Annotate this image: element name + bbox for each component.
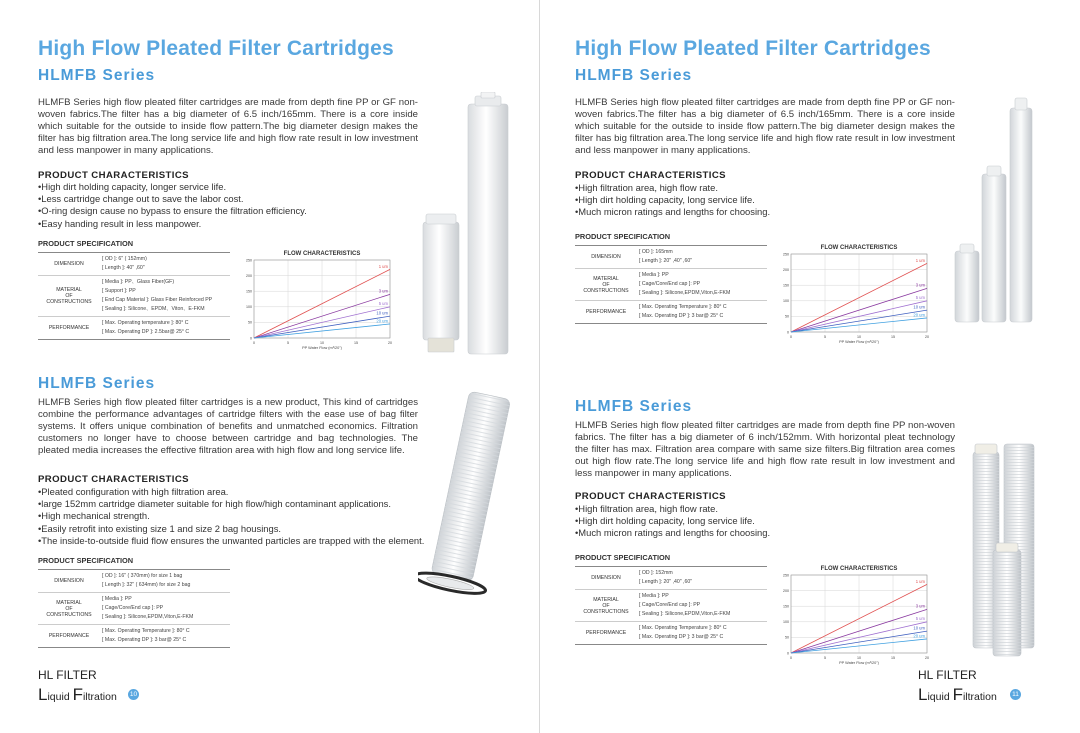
specification-heading: PRODUCT SPECIFICATION bbox=[575, 232, 671, 241]
tagline-text: iquid bbox=[47, 691, 73, 703]
y-tick-label: 200 bbox=[783, 588, 789, 593]
specification-label bbox=[575, 301, 637, 323]
series-label: 10 um bbox=[376, 310, 388, 316]
characteristic-item: • High dirt holding capacity, longer service life. bbox=[38, 181, 307, 193]
y-tick-label: 100 bbox=[246, 305, 252, 310]
flow-characteristics-chart bbox=[240, 246, 400, 350]
characteristic-item: • High dirt holding capacity, long service life. bbox=[575, 194, 770, 206]
specification-label bbox=[575, 567, 637, 589]
x-tick-label: 0 bbox=[790, 335, 792, 339]
tagline-letter: F bbox=[72, 685, 83, 704]
y-tick-label: 150 bbox=[783, 604, 789, 609]
page-number: 11 bbox=[1010, 689, 1021, 700]
x-tick-label: 10 bbox=[857, 656, 861, 660]
brand-name: HL FILTER bbox=[918, 668, 977, 682]
characteristics-list bbox=[38, 486, 424, 547]
specification-label bbox=[38, 253, 100, 275]
product-description: HLMFB Series high flow pleated filter cartridges are made from depth fine PP non-woven fabrics. The filter has a big diameter of 6 inch/152mm. With horizontal pleat technology the filter has max. Filtration area compare with same size filters.Big filtration area comes out high flow rate.The long service life and high flow rate result in low investment and less manpower in many applications. bbox=[575, 420, 955, 479]
y-tick-label: 50 bbox=[785, 314, 789, 319]
x-tick-label: 5 bbox=[287, 341, 289, 345]
x-tick-label: 20 bbox=[388, 341, 392, 345]
specification-value: [ Media ]: PP、Glass Fiber(GF) bbox=[102, 279, 175, 285]
specification-value: [ OD ]: 16" ( 370mm) for size 1 bag bbox=[102, 573, 183, 579]
tagline-letter: F bbox=[952, 685, 963, 704]
characteristic-item: • O-ring design cause no bypass to ensure the filtration efficiency. bbox=[38, 205, 307, 217]
specification-label bbox=[575, 590, 637, 621]
specification-label-line: MATERIAL bbox=[56, 287, 82, 293]
y-tick-label: 200 bbox=[246, 273, 252, 278]
characteristic-item: • High filtration area, high flow rate. bbox=[575, 503, 770, 515]
characteristic-item: • High mechanical strength. bbox=[38, 510, 424, 522]
specification-label-line: CONSTRUCTIONS bbox=[46, 299, 92, 305]
specification-value: [ Sealing ]: Silicone、EPDM、Viton、E-FKM bbox=[102, 306, 205, 312]
specification-value: [ Sealing ]: Silicone,EPDM,Viton,E-FKM bbox=[639, 290, 731, 296]
specification-value: [ Sealing ]: Silicone,EPDM,Viton,E-FKM bbox=[639, 611, 731, 617]
specification-value: [ Length ]: 20" ,40" ,60" bbox=[639, 579, 693, 585]
characteristic-item: • Much micron ratings and lengths for choosing. bbox=[575, 527, 770, 539]
specification-label-line: OF bbox=[65, 605, 73, 612]
specification-label-line: CONSTRUCTIONS bbox=[583, 287, 629, 294]
specification-value: [ Length ]: 20" ,40" ,60" bbox=[639, 258, 693, 264]
page-title: High Flow Pleated Filter Cartridges bbox=[38, 37, 394, 60]
specification-value: [ Max. Operating Temperature ]: 80° C bbox=[639, 304, 727, 310]
specification-value: [ Max. Operating DP ]: 2.5bar@ 25° C bbox=[102, 329, 190, 335]
right-page bbox=[540, 0, 1080, 733]
specification-label-line: PERFORMANCE bbox=[48, 633, 90, 639]
characteristic-item: • Pleated configuration with high filtration area. bbox=[38, 486, 424, 498]
x-tick-label: 15 bbox=[354, 341, 358, 345]
specification-value: [ Max. Operating temperature ]: 80° C bbox=[102, 320, 189, 326]
specification-label bbox=[575, 622, 637, 644]
specification-label-line: OF bbox=[602, 281, 610, 288]
series-label: 1 um bbox=[915, 257, 925, 263]
series-label: 5 um bbox=[915, 616, 925, 622]
specification-label bbox=[38, 317, 100, 339]
specification-label-line: PERFORMANCE bbox=[585, 630, 627, 636]
page-title: High Flow Pleated Filter Cartridges bbox=[575, 37, 931, 60]
specification-label-line: MATERIAL bbox=[56, 599, 82, 606]
specification-row bbox=[575, 567, 767, 590]
specification-value: [ Max. Operating DP ]: 3 bar@ 25° C bbox=[639, 634, 724, 640]
product-description: HLMFB Series high flow pleated filter cartridges is a new product, This kind of cartridges combine the performance advantages of cartridge filters with the ease use of bag filter systems. It offers unique combination of benefits and unmatched economics. Filtration customers no longer have to choose between cartridge and bag technologies. The pleated media increases the effective filtration area with high flow and long service life. bbox=[38, 397, 418, 456]
specification-label-line: CONSTRUCTIONS bbox=[46, 611, 92, 618]
specification-label-line: DIMENSION bbox=[54, 261, 84, 267]
specification-label-line: PERFORMANCE bbox=[48, 325, 90, 331]
characteristics-list bbox=[575, 182, 770, 219]
y-tick-label: 250 bbox=[246, 258, 252, 263]
specification-value: [ Length ]: 32" ( 634mm) for size 2 bag bbox=[102, 582, 191, 588]
x-tick-label: 5 bbox=[824, 656, 826, 660]
specification-value: [ OD ]: 152mm bbox=[639, 570, 673, 576]
specification-value: [ OD ]: 6" ( 152mm) bbox=[102, 256, 147, 262]
specification-value: [ Max. Operating DP ]: 3 bar@ 25° C bbox=[102, 637, 187, 643]
specification-label-line: DIMENSION bbox=[591, 254, 621, 260]
x-tick-label: 5 bbox=[824, 335, 826, 339]
characteristic-item: • Less cartridge change out to save the labor cost. bbox=[38, 193, 307, 205]
bag-filter-cartridge-image bbox=[418, 385, 518, 613]
characteristics-heading: PRODUCT CHARACTERISTICS bbox=[575, 491, 726, 502]
x-tick-label: 0 bbox=[790, 656, 792, 660]
specification-value: [ Max. Operating DP ]: 3 bar@ 25° C bbox=[639, 313, 724, 319]
series-heading: HLMFB Series bbox=[575, 398, 693, 415]
specification-label bbox=[575, 269, 637, 300]
series-label: 5 um bbox=[915, 295, 925, 301]
series-heading: HLMFB Series bbox=[38, 67, 156, 84]
y-tick-label: 150 bbox=[783, 283, 789, 288]
x-tick-label: 20 bbox=[925, 335, 929, 339]
specification-heading: PRODUCT SPECIFICATION bbox=[38, 556, 134, 565]
product-description: HLMFB Series high flow pleated filter cartridges are made from depth fine PP or GF non-woven fabrics.The filter has a big diameter of 6.5 inch/165mm. There is a core inside which suitable for the outside to inside flow pattern.The big diameter design makes the filter has big filtration area.The long service life and high flow rate result in low investment and less manpower in many applications. bbox=[38, 97, 418, 156]
series-label: 10 um bbox=[913, 304, 925, 310]
series-heading: HLMFB Series bbox=[38, 375, 156, 392]
series-label: 20 um bbox=[913, 312, 925, 318]
specification-table bbox=[575, 245, 767, 324]
y-tick-label: 250 bbox=[783, 252, 789, 257]
specification-label bbox=[38, 276, 100, 316]
y-tick-label: 50 bbox=[248, 320, 252, 325]
x-tick-label: 10 bbox=[320, 341, 324, 345]
y-tick-label: 100 bbox=[783, 299, 789, 304]
x-tick-label: 15 bbox=[891, 335, 895, 339]
brand-name: HL FILTER bbox=[38, 668, 97, 682]
filter-cartridges-image bbox=[952, 96, 1040, 326]
x-tick-label: 15 bbox=[891, 656, 895, 660]
specification-row bbox=[575, 590, 767, 622]
specification-row bbox=[575, 269, 767, 301]
flow-characteristics-chart bbox=[777, 240, 937, 344]
specification-value: [ Support ]: PP bbox=[102, 288, 136, 294]
specification-row bbox=[38, 625, 230, 648]
characteristic-item: • High filtration area, high flow rate. bbox=[575, 182, 770, 194]
chart-title: FLOW CHARACTERISTICS bbox=[283, 251, 361, 257]
specification-label bbox=[38, 625, 100, 647]
product-description: HLMFB Series high flow pleated filter cartridges are made from depth fine PP or GF non-woven fabrics.The filter has a big diameter of 6.5 inch/165mm. There is a core inside which suitable for the outside to inside flow pattern.The big diameter design makes the filter has big filtration area.The long service life and high flow rate result in low investment and less manpower in many applications. bbox=[575, 97, 955, 156]
characteristics-heading: PRODUCT CHARACTERISTICS bbox=[575, 170, 726, 181]
specification-row bbox=[38, 317, 230, 340]
tagline-text: iltration bbox=[82, 691, 117, 703]
specification-heading: PRODUCT SPECIFICATION bbox=[38, 239, 134, 248]
specification-value: [ Max. Operating Temperature ]: 80° C bbox=[102, 628, 190, 634]
specification-label-line: OF bbox=[65, 293, 73, 299]
specification-label bbox=[575, 246, 637, 268]
specification-row bbox=[575, 622, 767, 645]
characteristic-item: • Much micron ratings and lengths for choosing. bbox=[575, 206, 770, 218]
y-tick-label: 0 bbox=[787, 651, 789, 656]
characteristics-list bbox=[575, 503, 770, 540]
specification-label-line: MATERIAL bbox=[593, 275, 619, 282]
specification-value: [ Cage/Core/End cap ]: PP bbox=[639, 281, 701, 287]
filter-cartridge-image bbox=[415, 92, 525, 358]
x-axis-label: PP Water Flow (m³/20") bbox=[839, 340, 879, 344]
series-label: 3 um bbox=[915, 603, 925, 609]
specification-label-line: DIMENSION bbox=[591, 575, 621, 581]
specification-label bbox=[38, 570, 100, 592]
series-label: 1 um bbox=[378, 263, 388, 269]
x-tick-label: 0 bbox=[253, 341, 255, 345]
specification-label-line: DIMENSION bbox=[54, 578, 84, 584]
specification-value: [ Media ]: PP bbox=[102, 596, 132, 602]
y-tick-label: 50 bbox=[785, 635, 789, 640]
series-label: 3 um bbox=[378, 288, 388, 294]
specification-value: [ End Cap Material ]: Glass Fiber Reinforced PP bbox=[102, 297, 213, 303]
series-label: 5 um bbox=[378, 301, 388, 307]
y-tick-label: 250 bbox=[783, 573, 789, 578]
characteristics-heading: PRODUCT CHARACTERISTICS bbox=[38, 474, 189, 485]
tagline-letter: L bbox=[918, 685, 928, 704]
y-tick-label: 100 bbox=[783, 620, 789, 625]
characteristic-item: • High dirt holding capacity, long service life. bbox=[575, 515, 770, 527]
specification-label-line: PERFORMANCE bbox=[585, 309, 627, 315]
specification-table bbox=[575, 566, 767, 645]
tagline-text: iquid bbox=[927, 691, 953, 703]
specification-value: [ Media ]: PP bbox=[639, 272, 669, 278]
specification-row bbox=[575, 246, 767, 269]
specification-row bbox=[38, 253, 230, 276]
tagline-text: iltration bbox=[962, 691, 997, 703]
x-axis-label: PP Water Flow (m³/20") bbox=[302, 346, 342, 350]
specification-value: [ Cage/Core/End cap ]: PP bbox=[102, 605, 164, 611]
characteristic-item: • Easy handing result in less manpower. bbox=[38, 218, 307, 230]
specification-value: [ Sealing ]: Silicone,EPDM,Viton,E-FKM bbox=[102, 614, 194, 620]
brand-tagline bbox=[38, 685, 117, 705]
specification-table bbox=[38, 252, 230, 340]
series-label: 20 um bbox=[376, 318, 388, 324]
y-tick-label: 0 bbox=[250, 336, 252, 341]
chart-title: FLOW CHARACTERISTICS bbox=[820, 566, 898, 572]
series-heading: HLMFB Series bbox=[575, 67, 693, 84]
specification-heading: PRODUCT SPECIFICATION bbox=[575, 553, 671, 562]
series-label: 1 um bbox=[915, 578, 925, 584]
specification-row bbox=[38, 570, 230, 593]
specification-row bbox=[38, 276, 230, 317]
chart-title: FLOW CHARACTERISTICS bbox=[820, 245, 898, 251]
series-label: 3 um bbox=[915, 282, 925, 288]
flow-characteristics-chart bbox=[777, 561, 937, 665]
specification-label-line: OF bbox=[602, 602, 610, 609]
y-tick-label: 200 bbox=[783, 267, 789, 272]
specification-label bbox=[38, 593, 100, 624]
y-tick-label: 150 bbox=[246, 289, 252, 294]
pleated-cartridges-image bbox=[970, 440, 1042, 662]
specification-value: [ Length ]: 40" ,60" bbox=[102, 265, 145, 271]
specification-table bbox=[38, 569, 230, 648]
specification-value: [ Max. Operating Temperature ]: 80° C bbox=[639, 625, 727, 631]
specification-value: [ OD ]: 165mm bbox=[639, 249, 673, 255]
characteristic-item: • large 152mm cartridge diameter suitable for high flow/high contaminant applications. bbox=[38, 498, 424, 510]
specification-row bbox=[575, 301, 767, 324]
specification-label-line: MATERIAL bbox=[593, 596, 619, 603]
characteristic-item: • Easily retrofit into existing size 1 and size 2 bag housings. bbox=[38, 523, 424, 535]
specification-value: [ Cage/Core/End cap ]: PP bbox=[639, 602, 701, 608]
series-label: 10 um bbox=[913, 625, 925, 631]
specification-label-line: CONSTRUCTIONS bbox=[583, 608, 629, 615]
characteristic-item: • The inside-to-outside fluid flow ensures the unwanted particles are trapped with the element. bbox=[38, 535, 424, 547]
characteristics-list bbox=[38, 181, 307, 230]
y-tick-label: 0 bbox=[787, 330, 789, 335]
x-axis-label: PP Water Flow (m³/20") bbox=[839, 661, 879, 665]
brand-tagline bbox=[918, 685, 997, 705]
series-label: 20 um bbox=[913, 633, 925, 639]
specification-row bbox=[38, 593, 230, 625]
x-tick-label: 20 bbox=[925, 656, 929, 660]
specification-value: [ Media ]: PP bbox=[639, 593, 669, 599]
tagline-letter: L bbox=[38, 685, 48, 704]
characteristics-heading: PRODUCT CHARACTERISTICS bbox=[38, 170, 189, 181]
x-tick-label: 10 bbox=[857, 335, 861, 339]
page-number: 10 bbox=[129, 691, 138, 698]
